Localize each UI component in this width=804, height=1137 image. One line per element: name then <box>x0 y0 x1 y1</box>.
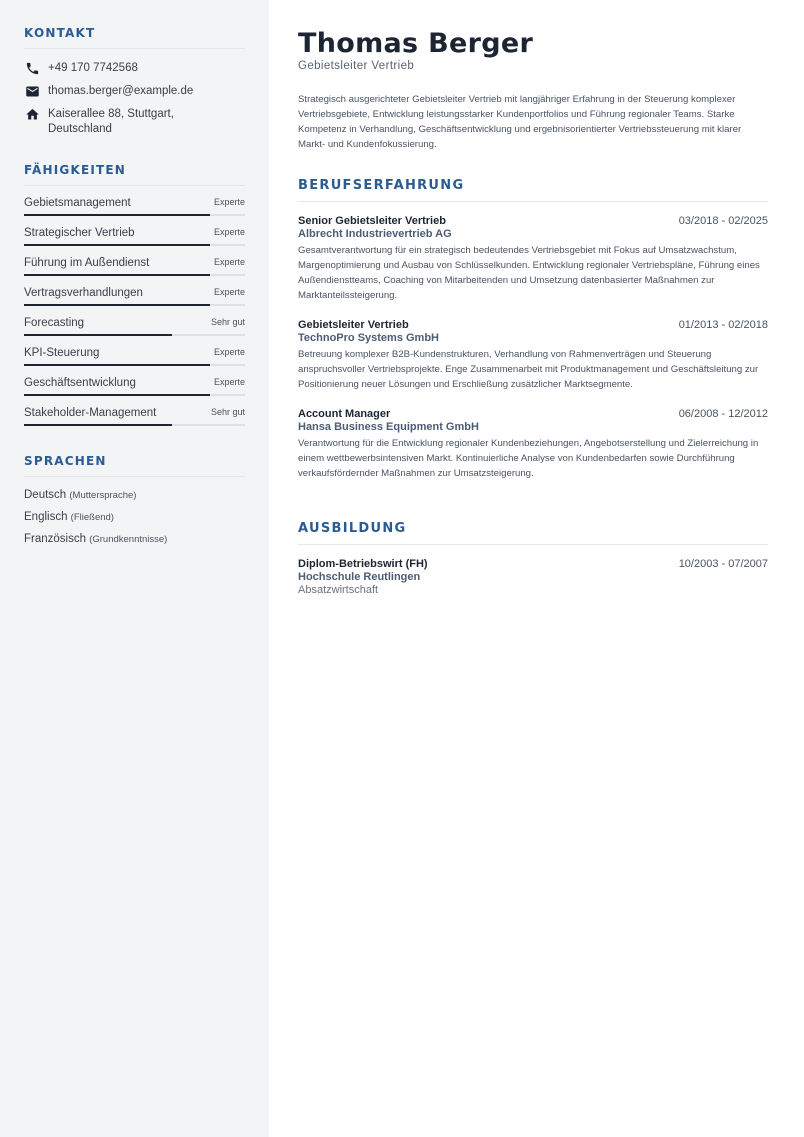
skill-item <box>24 278 245 308</box>
skill-name: Forecasting <box>24 317 85 329</box>
skill-level: Sehr gut <box>210 317 245 327</box>
skill-bar-track <box>24 424 245 426</box>
education-section <box>298 521 768 596</box>
education-field: Absatzwirtschaft <box>298 584 379 596</box>
experience-list <box>298 215 768 481</box>
skill-name: Stakeholder-Management <box>24 407 157 419</box>
home-icon <box>24 107 41 122</box>
skill-item <box>24 338 245 368</box>
education-entry <box>298 558 768 596</box>
email-text[interactable]: thomas.berger@example.de <box>48 85 194 97</box>
skill-bar-track <box>24 214 245 216</box>
experience-date: 01/2013 - 02/2018 <box>678 319 768 331</box>
skill-bar-fill <box>24 364 210 366</box>
experience-role: Account Manager <box>298 408 391 420</box>
experience-heading: BERUFSERFAHRUNG <box>298 178 768 202</box>
skill-name: Strategischer Vertrieb <box>24 227 135 239</box>
skill-bar-fill <box>24 394 210 396</box>
address-text <box>48 107 174 137</box>
skill-name: Vertragsverhandlungen <box>24 287 143 299</box>
skill-bar-fill <box>24 424 172 426</box>
phone-icon <box>24 61 41 76</box>
education-head <box>298 558 768 570</box>
skill-level: Sehr gut <box>210 407 245 417</box>
skills-heading: FÄHIGKEITEN <box>24 163 245 186</box>
contact-address <box>24 107 245 137</box>
language-name: Englisch <box>24 511 68 523</box>
skill-name: KPI-Steuerung <box>24 347 100 359</box>
mail-icon <box>24 84 41 99</box>
experience-head <box>298 215 768 227</box>
skill-bar-track <box>24 364 245 366</box>
skill-bar-fill <box>24 244 210 246</box>
experience-company: TechnoPro Systems GmbH <box>298 332 439 344</box>
skill-bar-fill <box>24 304 210 306</box>
skill-bar-track <box>24 394 245 396</box>
experience-role: Gebietsleiter Vertrieb <box>298 319 409 331</box>
contact-phone <box>24 61 245 76</box>
education-date: 10/2003 - 07/2007 <box>678 558 768 570</box>
skill-item <box>24 188 245 218</box>
language-item <box>24 487 245 504</box>
skill-level: Experte <box>213 227 245 237</box>
skill-level: Experte <box>213 347 245 357</box>
address-line-2: Deutschland <box>48 123 112 135</box>
skill-item <box>24 248 245 278</box>
language-level: (Muttersprache) <box>69 490 137 501</box>
language-level: (Grundkenntnisse) <box>89 534 168 545</box>
experience-role: Senior Gebietsleiter Vertrieb <box>298 215 446 227</box>
languages-heading: SPRACHEN <box>24 454 245 477</box>
experience-date: 06/2008 - 12/2012 <box>678 408 768 420</box>
skill-level: Experte <box>213 287 245 297</box>
experience-description: Gesamtverantwortung für ein strategisch bedeutendes Vertriebsgebiet mit Fokus auf Umsatzwachstum, Margenoptimierung und Ausbau von Schlüsselkunden. Entwicklung regionaler Vertriebspläne, Führung eines Außendienstteams, Coaching von Mitarbeitenden und Umsetzung datenbasierter Maßnahmen zur Marktanteilssteigerung. <box>298 245 760 301</box>
experience-description: Betreuung komplexer B2B-Kundenstrukturen, Verhandlung von Rahmenverträgen und Steuerung anspruchsvoller Vertriebsprojekte. Enge Zusammenarbeit mit Produktmanagement und Geschäftsleitung zur Positionierung neuer Lösungen und Erschließung zusätzlicher Marktsegmente. <box>298 349 759 390</box>
experience-entry <box>298 408 768 481</box>
language-item <box>24 509 245 526</box>
skill-name: Geschäftsentwicklung <box>24 377 136 389</box>
skill-bar-track <box>24 274 245 276</box>
skill-bar-fill <box>24 214 210 216</box>
skill-bar-track <box>24 244 245 246</box>
address-line-1: Kaiserallee 88, Stuttgart, <box>48 108 174 120</box>
experience-head <box>298 319 768 331</box>
job-title: Gebietsleiter Vertrieb <box>298 60 415 72</box>
skill-level: Experte <box>213 377 245 387</box>
skill-bar-fill <box>24 334 172 336</box>
skill-name: Gebietsmanagement <box>24 197 131 209</box>
main-content <box>298 28 768 596</box>
language-level: (Fließend) <box>70 512 114 523</box>
experience-section <box>298 178 768 481</box>
languages-section <box>24 454 245 548</box>
skill-level: Experte <box>213 197 245 207</box>
person-name: Thomas Berger <box>298 28 534 59</box>
education-heading: AUSBILDUNG <box>298 521 768 545</box>
contact-list <box>24 61 245 137</box>
languages-list <box>24 487 245 548</box>
experience-company: Hansa Business Equipment GmbH <box>298 421 479 433</box>
language-item <box>24 531 245 548</box>
language-name: Deutsch <box>24 489 67 501</box>
skill-item <box>24 368 245 398</box>
phone-text[interactable]: +49 170 7742568 <box>48 62 138 74</box>
profile-summary: Strategisch ausgerichteter Gebietsleiter Vertrieb mit langjähriger Erfahrung in der Steuerung komplexer Vertriebsgebiete, Entwicklung leistungsstarker Kundenportfolios und Führung regionaler Teams. Starke Kompetenz in Verhandlung, Geschäftsentwicklung und ergebnisorientierter Vertriebssteuerung mit klarer Markt- und Kundenfokussierung. <box>298 94 742 150</box>
skill-item <box>24 308 245 338</box>
education-school: Hochschule Reutlingen <box>298 571 421 583</box>
contact-heading: KONTAKT <box>24 26 245 49</box>
skill-bar-track <box>24 334 245 336</box>
experience-head <box>298 408 768 420</box>
skills-list <box>24 188 245 428</box>
skills-section <box>24 163 245 428</box>
education-degree: Diplom-Betriebswirt (FH) <box>298 558 428 570</box>
experience-company: Albrecht Industrievertrieb AG <box>298 228 452 240</box>
experience-entry <box>298 319 768 392</box>
skill-bar-track <box>24 304 245 306</box>
skill-level: Experte <box>213 257 245 267</box>
skill-bar-fill <box>24 274 210 276</box>
skill-item <box>24 218 245 248</box>
skill-item <box>24 398 245 428</box>
experience-date: 03/2018 - 02/2025 <box>678 215 768 227</box>
skill-name: Führung im Außendienst <box>24 257 150 269</box>
language-name: Französisch <box>24 533 86 545</box>
experience-description: Verantwortung für die Entwicklung regionaler Kundenbeziehungen, Angebotserstellung und Zielerreichung in einem wettbewerbsintensiven Markt. Kontinuierliche Analyse von Kundenbedarfen sowie Durchführung verkaufsfördernder Maßnahmen zur Umsatzsteigerung. <box>298 438 759 479</box>
experience-entry <box>298 215 768 303</box>
contact-email <box>24 84 245 99</box>
sidebar <box>0 0 269 1137</box>
